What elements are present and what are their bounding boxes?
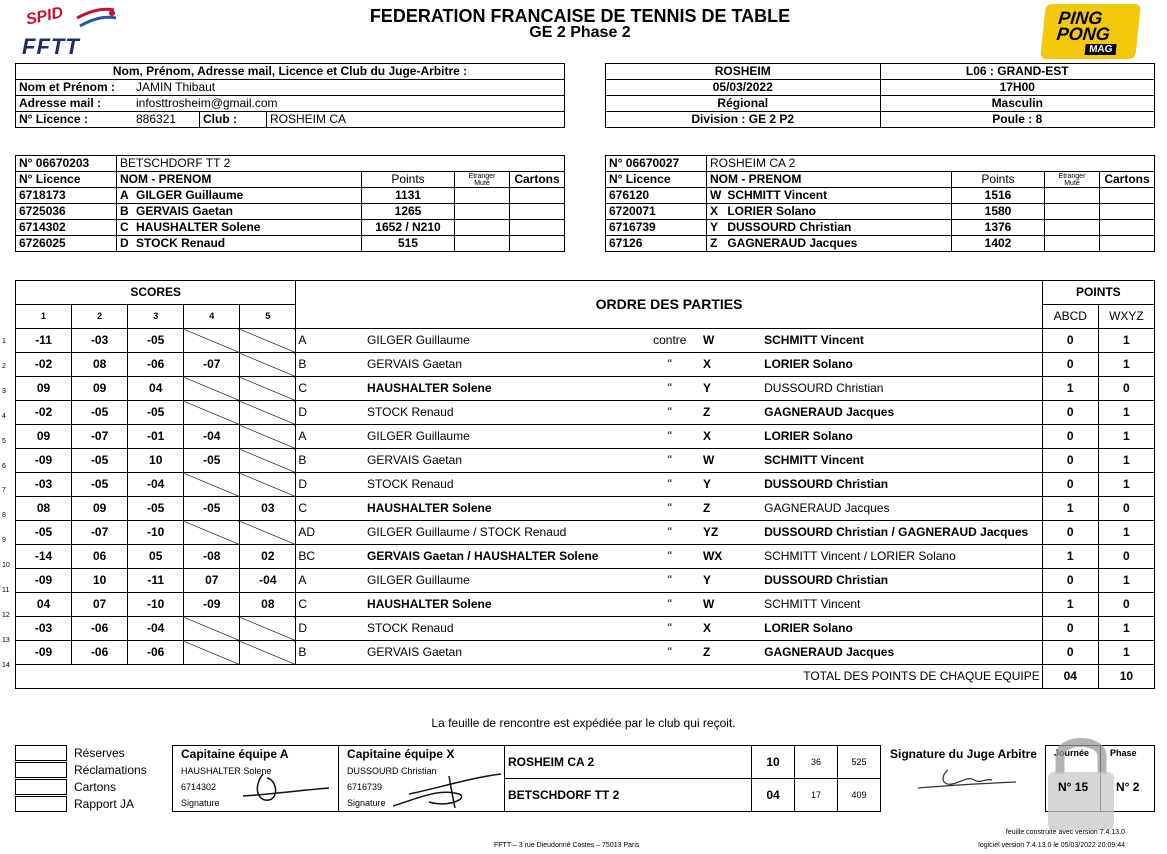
game-number: 12 [2,611,10,619]
player-a-letter: D [296,401,327,425]
game-number: 1 [2,338,6,345]
player-x-name: DUSSOURD Christian [732,377,1042,401]
game-row [16,569,1155,593]
player-x-name: LORIER Solano [732,617,1042,641]
team-x-col-name: NOM - PRENOM [707,172,952,188]
set-score [184,617,240,641]
set-score: -05 [128,329,184,353]
col-abcd: ABCD [1042,305,1098,329]
player-x-letter: Z [701,497,732,521]
player-x-letter: X [701,353,732,377]
captain-x-name: DUSSOURD Christian [347,766,437,776]
page-subtitle: GE 2 Phase 2 [529,24,631,41]
game-row [16,521,1155,545]
player-a-letter: AD [296,521,327,545]
player-x-name: GAGNERAUD Jacques [732,641,1042,665]
game-row [16,353,1155,377]
total-a: 04 [1042,665,1098,689]
player-a-name: GILGER Guillaume [327,569,639,593]
set-score [240,617,296,641]
player-x-name: LORIER Solano [732,425,1042,449]
set-score: 08 [240,593,296,617]
set-score [184,473,240,497]
set-score: -07 [72,521,128,545]
match-gender: Masculin [880,96,1155,112]
set-score: -10 [128,521,184,545]
player-a-letter: B [296,353,327,377]
referee-club-label: Club : [200,112,267,128]
player-a-name: GERVAIS Gaetan [327,641,639,665]
phase-value: N° 2 [1116,780,1140,794]
set-score: -05 [72,401,128,425]
points-x: 1 [1098,617,1154,641]
team-a-player-row: 6726025 D STOCK Renaud 515 [16,236,565,252]
set-score [240,329,296,353]
player-a-name: STOCK Renaud [327,617,639,641]
set-score: -06 [72,641,128,665]
versus-label: " [639,521,701,545]
team-a-col-licence: N° Licence [16,172,117,188]
set-score: 09 [16,425,72,449]
set-score [240,401,296,425]
player-x-letter: YZ [701,521,732,545]
player-a-letter: B [296,449,327,473]
label-reserves: Réserves [74,746,125,760]
set-score [240,425,296,449]
set-score: -02 [16,401,72,425]
player-a-letter: C [296,593,327,617]
set-score: 09 [72,377,128,401]
set-score: 06 [72,545,128,569]
player-a-letter: BC [296,545,327,569]
points-x: 0 [1098,497,1154,521]
set-score: 04 [16,593,72,617]
set-score: -04 [128,617,184,641]
match-pool: Poule : 8 [880,112,1155,128]
versus-label: " [639,545,701,569]
set-score: 04 [128,377,184,401]
judge-signature-label: Signature du Juge Arbitre [890,747,1037,761]
versus-label: " [639,377,701,401]
team-a-player-row: 6718173 A GILGER Guillaume 1131 [16,188,565,204]
player-a-name: GERVAIS Gaetan [327,353,639,377]
team-a-player-row: 6714302 C HAUSHALTER Solene 1652 / N210 [16,220,565,236]
versus-label: contre [639,329,701,353]
set-score: 03 [240,497,296,521]
game-number: 9 [2,537,6,545]
versus-label: " [639,617,701,641]
set-score [240,353,296,377]
versus-label: " [639,593,701,617]
player-x-letter: W [701,593,732,617]
match-league: L06 : GRAND-EST [880,64,1155,80]
label-rapport: Rapport JA [74,797,135,811]
game-number: 3 [2,387,6,395]
set-score: -06 [128,641,184,665]
match-venue: ROSHEIM [606,64,881,80]
set-score: 09 [72,497,128,521]
player-x-name: GAGNERAUD Jacques [732,401,1042,425]
versus-label: " [639,401,701,425]
set-score: -04 [128,473,184,497]
set-score: -01 [128,425,184,449]
set-score: -04 [240,569,296,593]
player-x-letter: WX [701,545,732,569]
player-a-letter: A [296,329,327,353]
player-x-letter: Y [701,473,732,497]
player-a-letter: A [296,569,327,593]
player-x-name: SCHMITT Vincent [732,593,1042,617]
game-row [16,425,1155,449]
game-number: 11 [2,587,10,594]
points-a: 0 [1042,425,1098,449]
player-a-name: GERVAIS Gaetan / HAUSHALTER Solene [327,545,639,569]
set-score: -10 [128,593,184,617]
points-a: 1 [1042,593,1098,617]
player-a-letter: D [296,617,327,641]
game-row [16,329,1155,353]
points-x: 0 [1098,545,1154,569]
referee-table [15,63,565,128]
set-label: 1 [16,305,72,329]
referee-email: infosttrosheim@gmail.com [126,96,565,112]
player-x-name: SCHMITT Vincent [732,329,1042,353]
team-a-col-cards: Cartons [510,172,565,188]
phase-label: Phase [1110,748,1137,758]
set-score: 07 [72,593,128,617]
set-score: -02 [16,353,72,377]
points-x: 1 [1098,569,1154,593]
points-x: 1 [1098,521,1154,545]
set-score: -05 [72,449,128,473]
player-x-name: DUSSOURD Christian [732,569,1042,593]
captain-a-name: HAUSHALTER Solene [181,766,272,776]
referee-heading: Nom, Prénom, Adresse mail, Licence et Club du Juge-Arbitre : [16,64,565,80]
points-x: 1 [1098,353,1154,377]
points-x: 1 [1098,473,1154,497]
match-division: Division : GE 2 P2 [606,112,881,128]
logo-pong-text: PONG [1055,24,1111,44]
set-score: -09 [16,641,72,665]
judge-signature-icon [912,764,1022,796]
player-x-letter: Y [701,569,732,593]
player-a-name: GILGER Guillaume [327,425,639,449]
captain-x-box [338,745,505,812]
player-x-name: SCHMITT Vincent [732,449,1042,473]
captain-x-label: Capitaine équipe X [347,747,455,761]
set-score [240,473,296,497]
versus-label: " [639,569,701,593]
label-reclamations: Réclamations [74,763,147,777]
set-label: 3 [128,305,184,329]
match-date: 05/03/2022 [606,80,881,96]
points-a: 0 [1042,329,1098,353]
team-x-col-licence: N° Licence [606,172,707,188]
player-x-letter: Y [701,377,732,401]
points-a: 0 [1042,617,1098,641]
points-a: 0 [1042,641,1098,665]
team-x-name: ROSHEIM CA 2 [707,156,1155,172]
total-x: 10 [1098,665,1154,689]
game-row [16,449,1155,473]
checkbox-cartons[interactable] [15,779,67,795]
versus-label: " [639,449,701,473]
points-header: POINTS [1042,281,1154,305]
player-x-name: DUSSOURD Christian [732,473,1042,497]
versus-label: " [639,425,701,449]
points-a: 0 [1042,521,1098,545]
captain-x-signature-icon [389,768,504,812]
set-score [240,449,296,473]
footer-version2: logiciel version 7.4.13.0 le 05/03/2022 20:09:44 [978,842,1125,849]
set-score: -03 [16,617,72,641]
checkbox-reclamations[interactable] [15,762,67,778]
order-header: ORDRE DES PARTIES [296,281,1042,329]
points-a: 1 [1042,497,1098,521]
points-x: 1 [1098,401,1154,425]
game-number: 6 [2,462,6,470]
set-score: -05 [128,497,184,521]
col-wxyz: WXYZ [1098,305,1154,329]
points-x: 1 [1098,425,1154,449]
team-x-player-row: 676120 W SCHMITT Vincent 1516 [606,188,1155,204]
set-score: -09 [16,449,72,473]
set-label: 2 [72,305,128,329]
result-row: BETSCHDORF TT 2 04 17 409 [505,779,881,812]
set-score: 07 [184,569,240,593]
games-table [15,280,1155,689]
team-x-player-row: 6716739 Y DUSSOURD Christian 1376 [606,220,1155,236]
captain-a-licence: 6714302 [181,782,217,792]
versus-label: " [639,353,701,377]
match-level: Régional [606,96,881,112]
player-a-name: STOCK Renaud [327,473,639,497]
versus-label: " [639,497,701,521]
set-score: 02 [240,545,296,569]
result-row: ROSHEIM CA 2 10 36 525 [505,746,881,779]
team-a-player-row: 6725036 B GERVAIS Gaetan 1265 [16,204,565,220]
points-a: 0 [1042,473,1098,497]
versus-label: " [639,641,701,665]
team-x-col-foreign: Etranger Muté [1045,172,1100,188]
team-x-player-row: 6720071 X LORIER Solano 1580 [606,204,1155,220]
captain-a-box [172,745,339,812]
set-score [184,521,240,545]
captain-x-licence: 6716739 [347,782,383,792]
set-score: -06 [72,617,128,641]
set-score [240,377,296,401]
set-score: 10 [72,569,128,593]
points-x: 1 [1098,449,1154,473]
player-a-name: HAUSHALTER Solene [327,497,639,521]
player-a-letter: D [296,473,327,497]
scores-header: SCORES [16,281,296,305]
total-label: TOTAL DES POINTS DE CHAQUE EQUIPE [16,665,1043,689]
player-a-name: GILGER Guillaume [327,329,639,353]
set-score: -14 [16,545,72,569]
referee-club: ROSHEIM CA [267,112,565,128]
game-number: 13 [2,636,10,644]
player-x-name: SCHMITT Vincent / LORIER Solano [732,545,1042,569]
player-a-letter: A [296,425,327,449]
set-score: -05 [184,497,240,521]
points-a: 0 [1042,353,1098,377]
set-label: 4 [184,305,240,329]
referee-licence-label: N° Licence : [16,112,127,128]
player-a-letter: C [296,377,327,401]
points-a: 0 [1042,449,1098,473]
player-x-name: GAGNERAUD Jacques [732,497,1042,521]
set-score: -03 [16,473,72,497]
set-score [184,641,240,665]
game-number: 4 [2,412,6,420]
team-x-col-cards: Cartons [1100,172,1155,188]
logo-fftt-text: FFTT [22,34,80,59]
set-label: 5 [240,305,296,329]
points-x: 0 [1098,593,1154,617]
game-row [16,593,1155,617]
set-score: -07 [184,353,240,377]
game-row [16,401,1155,425]
set-score: 05 [128,545,184,569]
team-a-number: N° 06670203 [16,156,117,172]
set-score: -09 [16,569,72,593]
game-number: 10 [2,562,10,570]
player-x-letter: X [701,425,732,449]
points-x: 0 [1098,377,1154,401]
results-table [504,745,881,812]
set-score [184,401,240,425]
game-number: 2 [2,362,6,370]
round-value: N° 15 [1058,780,1089,794]
match-time: 17H00 [880,80,1155,96]
sheet-note: La feuille de rencontre est expédiée par le club qui reçoit. [431,716,736,730]
player-x-letter: W [701,449,732,473]
versus-label: " [639,473,701,497]
captain-a-label: Capitaine équipe A [181,747,289,761]
set-score: -11 [16,329,72,353]
set-score: 08 [72,353,128,377]
set-score: -09 [184,593,240,617]
checkbox-rapport[interactable] [15,796,67,812]
team-x-col-points: Points [952,172,1045,188]
team-a-col-foreign: Etranger Muté [455,172,510,188]
points-x: 1 [1098,641,1154,665]
footer-address: FFTT – 3 rue Dieudonné Costes – 75013 Paris [494,842,640,849]
logo-ping-text: PING [1057,8,1104,28]
checkbox-reserves[interactable] [15,745,67,761]
player-a-letter: C [296,497,327,521]
player-a-name: HAUSHALTER Solene [327,593,639,617]
set-score: -05 [16,521,72,545]
game-row [16,617,1155,641]
team-a-name: BETSCHDORF TT 2 [117,156,565,172]
set-score: -05 [128,401,184,425]
game-number: 8 [2,512,6,520]
game-row [16,473,1155,497]
game-row [16,641,1155,665]
team-a-table [15,155,565,252]
set-score [240,641,296,665]
set-score [184,329,240,353]
team-a-col-points: Points [362,172,455,188]
captain-a-signature-icon [233,766,333,810]
footer-version1: feuille construite avec version 7.4.13.0 [1005,829,1125,836]
game-row [16,377,1155,401]
game-number: 5 [2,437,6,445]
game-row [16,545,1155,569]
player-x-letter: W [701,329,732,353]
player-x-letter: Z [701,401,732,425]
captain-x-signature-label: Signature [347,798,386,808]
player-a-name: GERVAIS Gaetan [327,449,639,473]
set-score: -04 [184,425,240,449]
team-x-number: N° 06670027 [606,156,707,172]
set-score [240,521,296,545]
set-score: -07 [72,425,128,449]
set-score [184,377,240,401]
captain-a-signature-label: Signature [181,798,220,808]
points-a: 0 [1042,569,1098,593]
set-score: -03 [72,329,128,353]
team-x-player-row: 67126 Z GAGNERAUD Jacques 1402 [606,236,1155,252]
points-a: 1 [1042,545,1098,569]
referee-email-label: Adresse mail : [16,96,127,112]
player-a-letter: B [296,641,327,665]
match-info-table [605,63,1155,128]
set-score: -05 [72,473,128,497]
team-a-col-name: NOM - PRENOM [117,172,362,188]
points-a: 0 [1042,401,1098,425]
player-x-letter: X [701,617,732,641]
team-x-table [605,155,1155,252]
referee-name-label: Nom et Prénom : [16,80,127,96]
referee-name: JAMIN Thibaut [126,80,565,96]
player-x-name: LORIER Solano [732,353,1042,377]
logo-mag-text: MAG [1085,44,1117,55]
player-a-name: HAUSHALTER Solene [327,377,639,401]
player-a-name: STOCK Renaud [327,401,639,425]
referee-licence: 886321 [126,112,200,128]
player-x-letter: Z [701,641,732,665]
points-x: 1 [1098,329,1154,353]
game-number: 7 [2,487,6,495]
set-score: 09 [16,377,72,401]
points-a: 1 [1042,377,1098,401]
game-number: 14 [2,661,10,669]
player-a-name: GILGER Guillaume / STOCK Renaud [327,521,639,545]
set-score: -11 [128,569,184,593]
set-score: 08 [16,497,72,521]
set-score: -05 [184,449,240,473]
label-cartons: Cartons [74,780,117,794]
player-x-name: DUSSOURD Christian / GAGNERAUD Jacques [732,521,1042,545]
set-score: 10 [128,449,184,473]
game-row [16,497,1155,521]
page-title: FEDERATION FRANCAISE DE TENNIS DE TABLE [369,6,791,26]
set-score: -08 [184,545,240,569]
logo-spid-text: SPID [24,4,65,29]
round-label: Journée [1054,748,1090,758]
set-score: -06 [128,353,184,377]
